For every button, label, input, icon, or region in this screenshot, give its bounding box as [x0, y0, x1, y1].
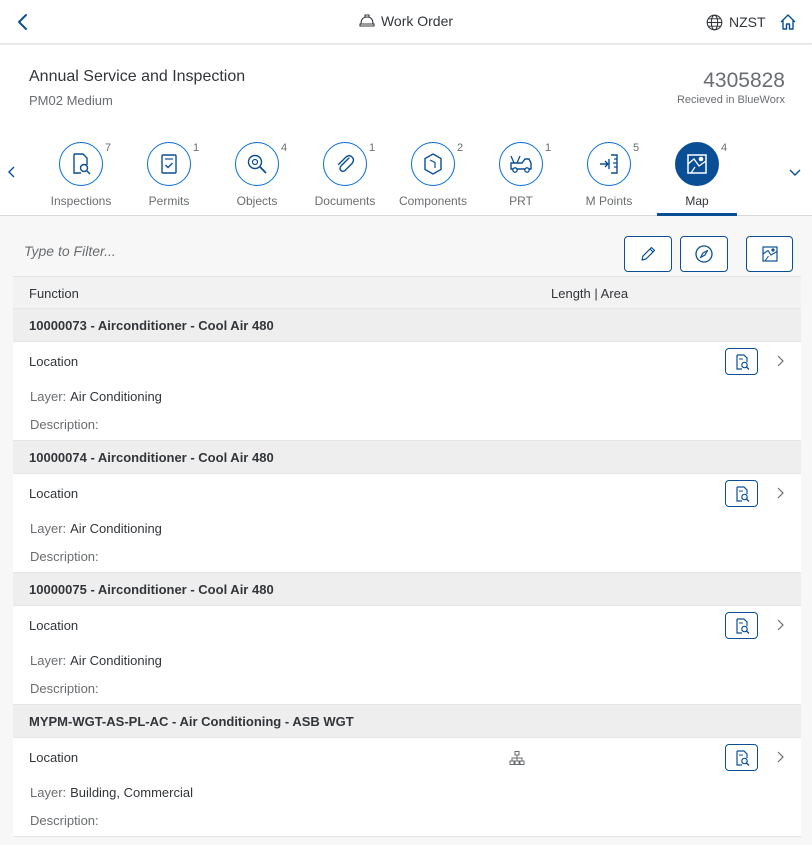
navigate-chevron[interactable]	[775, 750, 785, 769]
map-icon	[761, 245, 779, 263]
home-button[interactable]	[778, 12, 798, 37]
inspect-button[interactable]	[725, 348, 758, 375]
tab-icon-circle	[59, 142, 103, 186]
hierarchy-icon[interactable]	[509, 750, 525, 771]
item-description: Description:	[30, 681, 99, 696]
globe-icon	[706, 14, 723, 31]
map-icon	[685, 152, 709, 176]
layer-label: Layer:	[30, 785, 67, 800]
group-header	[13, 441, 801, 474]
pencil-icon	[639, 245, 657, 263]
tab-count: 1	[193, 142, 200, 154]
inspect-button[interactable]	[725, 612, 758, 639]
work-order-status: Recieved in BlueWorx	[676, 94, 785, 106]
item-location: Location	[29, 750, 79, 765]
column-header-length-area: Length | Area	[551, 286, 629, 301]
layer-label: Layer:	[30, 521, 67, 536]
navigate-chevron[interactable]	[775, 618, 785, 637]
navigate-chevron[interactable]	[775, 486, 785, 505]
chevron-down-icon	[787, 164, 803, 180]
timezone-button[interactable]	[706, 12, 766, 32]
tab-label: Components	[398, 194, 468, 208]
document-search-icon	[733, 617, 751, 635]
tab-components[interactable]	[393, 142, 473, 216]
tab-prt[interactable]	[481, 142, 561, 216]
work-order-number: 4305828	[703, 69, 785, 92]
layer-label: Layer:	[30, 653, 67, 668]
tools-vehicle-icon	[508, 152, 534, 176]
item-layer	[30, 389, 162, 404]
item-location: Location	[29, 486, 79, 501]
tab-count: 7	[105, 142, 112, 154]
table-header	[13, 276, 801, 309]
document-search-icon	[733, 749, 751, 767]
item-description: Description:	[30, 813, 99, 828]
chevron-right-icon	[775, 486, 785, 500]
shell-bar	[0, 0, 812, 44]
tab-count: 5	[633, 142, 640, 154]
tab-label: Map	[685, 194, 709, 208]
component-icon	[421, 152, 445, 176]
hard-hat-icon	[359, 14, 375, 28]
tabs-scroll-left-button[interactable]	[4, 164, 20, 180]
tab-permits[interactable]	[129, 142, 209, 216]
home-icon	[778, 12, 798, 32]
group-title: MYPM-WGT-AS-PL-AC - Air Conditioning - ASB WGT	[29, 714, 354, 729]
layer-value: Air Conditioning	[70, 521, 162, 536]
item-location: Location	[29, 618, 79, 633]
chevron-right-icon	[775, 354, 785, 368]
table-toolbar	[13, 228, 801, 276]
group-header	[13, 705, 801, 738]
tab-icon-circle	[323, 142, 367, 186]
tabs-overflow-button[interactable]	[787, 164, 803, 180]
edit-button[interactable]	[624, 236, 672, 272]
column-header-function: Function	[29, 286, 79, 301]
chevron-left-icon	[4, 164, 20, 180]
tab-count: 2	[457, 142, 464, 154]
app-title	[0, 13, 812, 29]
item-layer	[30, 521, 162, 536]
attachment-icon	[333, 152, 357, 176]
tab-label: Permits	[148, 194, 190, 208]
navigate-chevron[interactable]	[775, 354, 785, 373]
filter-input[interactable]: Type to Filter...	[24, 243, 116, 259]
list-item[interactable]	[13, 342, 801, 441]
group-header	[13, 573, 801, 606]
chevron-right-icon	[775, 618, 785, 632]
item-layer	[30, 653, 162, 668]
document-search-icon	[733, 485, 751, 503]
item-location: Location	[29, 354, 79, 369]
inspect-button[interactable]	[725, 480, 758, 507]
tab-label: Objects	[236, 194, 278, 208]
tab-label: Inspections	[50, 194, 112, 208]
work-order-priority: PM02 Medium	[29, 93, 113, 108]
app-title-text: Work Order	[380, 13, 454, 29]
tab-icon-circle	[675, 142, 719, 186]
tab-count: 1	[545, 142, 552, 154]
tab-icon-circle	[147, 142, 191, 186]
icon-tab-bar	[0, 142, 812, 216]
hierarchy-icon	[509, 750, 525, 766]
tab-map[interactable]	[657, 142, 737, 216]
tab-count: 4	[281, 142, 288, 154]
inspect-button[interactable]	[725, 744, 758, 771]
item-description: Description:	[30, 549, 99, 564]
group-title: 10000073 - Airconditioner - Cool Air 480	[29, 318, 274, 333]
inspection-icon	[69, 152, 93, 176]
document-search-icon	[733, 353, 751, 371]
tab-icon-circle	[499, 142, 543, 186]
tab-label: PRT	[509, 194, 533, 208]
tab-label: M Points	[585, 194, 633, 208]
navigate-button[interactable]	[680, 236, 728, 272]
timezone-label: NZST	[729, 14, 766, 30]
tab-objects[interactable]	[217, 142, 297, 216]
work-order-title: Annual Service and Inspection	[29, 68, 246, 85]
object-header	[0, 45, 812, 216]
tab-label: Documents	[314, 194, 376, 208]
tab-icon-circle	[235, 142, 279, 186]
tab-count: 4	[721, 142, 728, 154]
compass-icon	[694, 244, 714, 264]
group-header	[13, 309, 801, 342]
tab-m-points[interactable]	[569, 142, 649, 216]
show-map-button[interactable]	[746, 236, 793, 272]
objects-icon	[245, 152, 269, 176]
item-description: Description:	[30, 417, 99, 432]
tab-documents[interactable]	[305, 142, 385, 216]
layer-label: Layer:	[30, 389, 67, 404]
list-item[interactable]	[13, 606, 801, 705]
group-title: 10000075 - Airconditioner - Cool Air 480	[29, 582, 274, 597]
tab-icon-circle	[587, 142, 631, 186]
tab-count: 1	[369, 142, 376, 154]
layer-value: Air Conditioning	[70, 653, 162, 668]
group-title: 10000074 - Airconditioner - Cool Air 480	[29, 450, 274, 465]
tab-icon-circle	[411, 142, 455, 186]
map-objects-table	[13, 276, 801, 837]
list-item[interactable]	[13, 738, 801, 837]
active-tab-indicator	[657, 213, 737, 216]
list-item[interactable]	[13, 474, 801, 573]
permit-icon	[157, 152, 181, 176]
layer-value: Air Conditioning	[70, 389, 162, 404]
item-layer	[30, 785, 193, 800]
tab-inspections[interactable]	[41, 142, 121, 216]
layer-value: Building, Commercial	[70, 785, 193, 800]
measure-icon	[597, 152, 621, 176]
chevron-right-icon	[775, 750, 785, 764]
